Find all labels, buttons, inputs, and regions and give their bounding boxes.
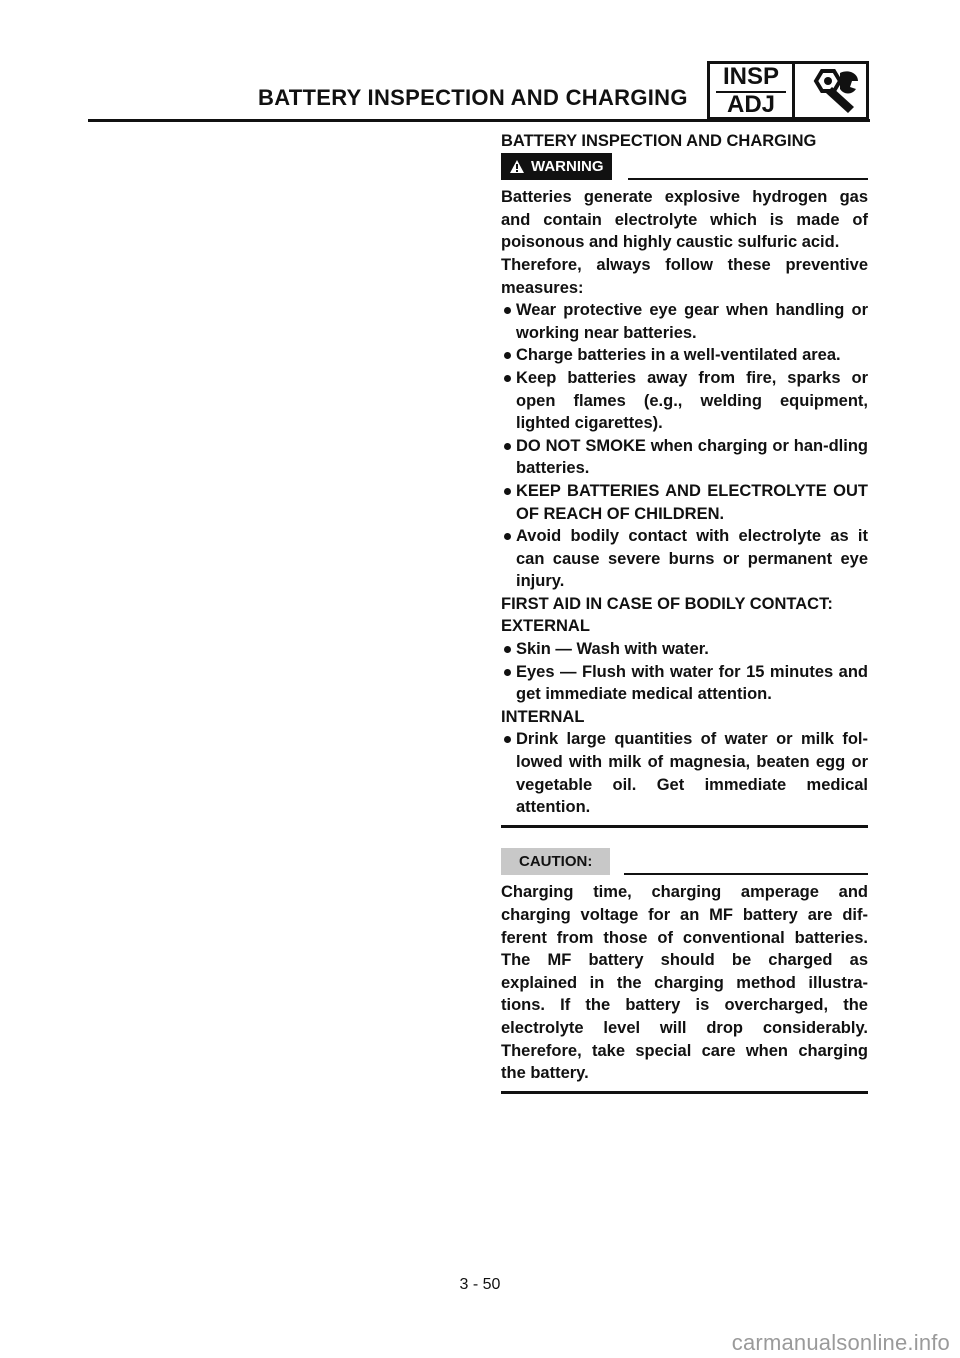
caution-section <box>501 848 868 1094</box>
caution-rule <box>624 873 868 875</box>
list-item: Drink large quantities of water or milk fol-lowed with milk of magnesia, beaten egg or vegetable oil. Get immediate medical attention. <box>501 728 868 818</box>
warning-bullets <box>501 299 868 593</box>
warning-label-text: WARNING <box>531 157 604 175</box>
warning-intro: Batteries generate explosive hydrogen gas and contain electrolyte which is made of poisonous and highly caustic sulfuric acid. <box>501 188 868 252</box>
internal-heading: INTERNAL <box>501 707 585 726</box>
external-bullets <box>501 638 868 706</box>
badge-insp-text: INSP <box>722 63 779 90</box>
list-item: Wear protective eye gear when handling or working near batteries. <box>501 299 868 344</box>
main-content <box>501 130 868 1094</box>
watermark: carmanualsonline.info <box>731 1330 950 1355</box>
warning-triangle-icon <box>509 159 525 174</box>
section-title: BATTERY INSPECTION AND CHARGING <box>501 132 817 150</box>
badge-adj-text: ADJ <box>726 91 775 118</box>
page-header-title: BATTERY INSPECTION AND CHARGING <box>258 85 688 110</box>
insp-adj-badge <box>707 61 869 120</box>
warning-end-rule <box>501 825 868 828</box>
page-number: 3 - 50 <box>459 1276 501 1293</box>
wrench-nut-icon <box>802 67 862 115</box>
warning-rule <box>628 178 869 180</box>
list-item: DO NOT SMOKE when charging or han-dling batteries. <box>501 435 868 480</box>
list-item: Keep batteries away from fire, sparks or open flames (e.g., welding equipment, lighted cigarettes). <box>501 367 868 435</box>
external-heading: EXTERNAL <box>501 617 590 636</box>
warning-label <box>501 153 612 181</box>
caution-end-rule <box>501 1091 868 1094</box>
list-item: Skin — Wash with water. <box>501 638 868 661</box>
caution-text: Charging time, charging amperage and charging voltage for an MF battery are dif-ferent from those of conventional batteries. The MF battery should be charged as explained in the charging method illustra-tions. If the battery is overcharged, the electrolyte level will drop considerably. Therefore, take special care when charging the battery. <box>501 883 868 1083</box>
caution-label-row <box>501 848 868 876</box>
warning-label-row <box>501 153 868 181</box>
warning-intro-2: Therefore, always follow these preventive measures: <box>501 255 868 297</box>
first-aid-heading: FIRST AID IN CASE OF BODILY CONTACT: <box>501 594 833 613</box>
badge-divider-vertical <box>792 61 795 120</box>
list-item: Charge batteries in a well-ventilated area. <box>501 344 868 367</box>
internal-bullets <box>501 728 868 818</box>
list-item: Avoid bodily contact with electrolyte as it can cause severe burns or permanent eye injury. <box>501 525 868 593</box>
caution-label: CAUTION: <box>501 848 610 876</box>
list-item: KEEP BATTERIES AND ELECTROLYTE OUT OF REACH OF CHILDREN. <box>501 480 868 525</box>
list-item: Eyes — Flush with water for 15 minutes and get immediate medical attention. <box>501 661 868 706</box>
